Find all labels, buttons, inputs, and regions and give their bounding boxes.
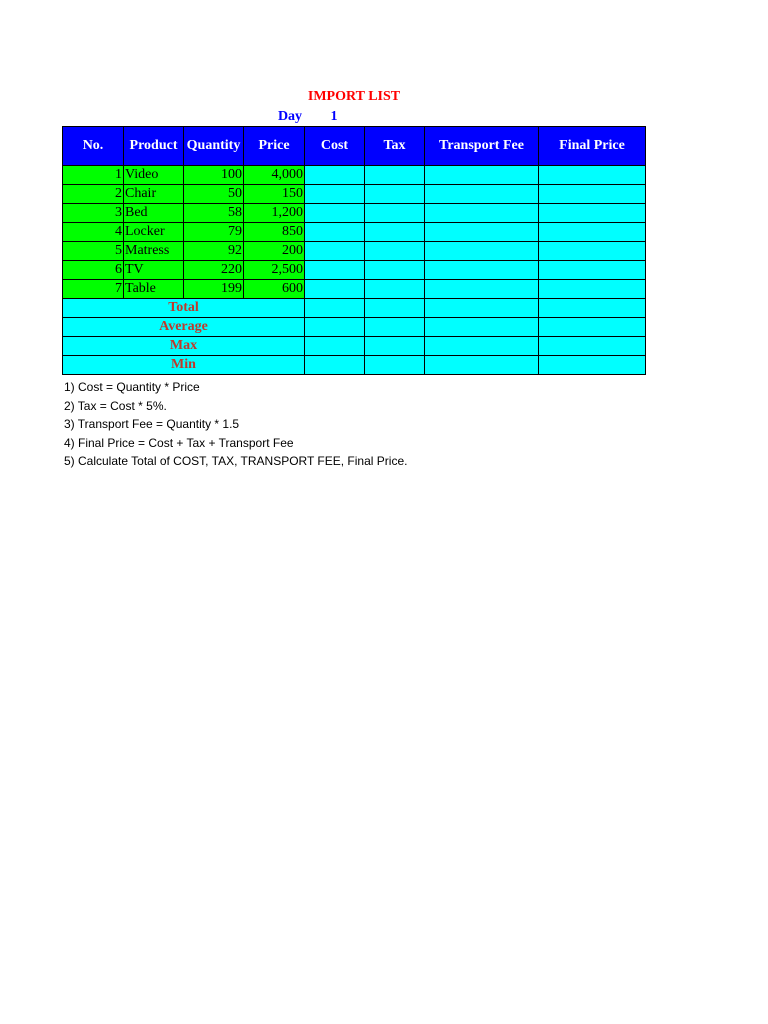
day-value[interactable]: 1 (330, 109, 338, 124)
cell-price[interactable]: 200 (244, 242, 305, 261)
sheet-title: IMPORT LIST (307, 89, 401, 104)
cell-final-price[interactable] (539, 185, 646, 204)
cell-price[interactable]: 1,200 (244, 204, 305, 223)
cell-tax[interactable] (365, 166, 425, 185)
summary-label-average[interactable]: Average (63, 318, 305, 337)
cell-final-price[interactable] (539, 242, 646, 261)
cell-average-transport-fee[interactable] (425, 318, 539, 337)
cell-quantity[interactable]: 92 (184, 242, 244, 261)
cell-max-tax[interactable] (365, 337, 425, 356)
summary-row-max (63, 337, 646, 356)
cell-no[interactable]: 7 (63, 280, 124, 299)
cell-no[interactable]: 2 (63, 185, 124, 204)
cell-min-tax[interactable] (365, 356, 425, 375)
cell-product[interactable]: Chair (124, 185, 184, 204)
cell-transport-fee[interactable] (425, 242, 539, 261)
cell-quantity[interactable]: 58 (184, 204, 244, 223)
cell-average-tax[interactable] (365, 318, 425, 337)
cell-price[interactable]: 4,000 (244, 166, 305, 185)
cell-transport-fee[interactable] (425, 280, 539, 299)
cell-cost[interactable] (305, 185, 365, 204)
cell-tax[interactable] (365, 185, 425, 204)
summary-label-total[interactable]: Total (63, 299, 305, 318)
cell-tax[interactable] (365, 223, 425, 242)
cell-no[interactable]: 3 (63, 204, 124, 223)
cell-quantity[interactable]: 199 (184, 280, 244, 299)
cell-tax[interactable] (365, 242, 425, 261)
cell-no[interactable]: 1 (63, 166, 124, 185)
cell-max-cost[interactable] (305, 337, 365, 356)
cell-final-price[interactable] (539, 280, 646, 299)
cell-price[interactable]: 2,500 (244, 261, 305, 280)
cell-product[interactable]: Video (124, 166, 184, 185)
cell-cost[interactable] (305, 166, 365, 185)
cell-average-final-price[interactable] (539, 318, 646, 337)
cell-final-price[interactable] (539, 204, 646, 223)
cell-cost[interactable] (305, 223, 365, 242)
cell-tax[interactable] (365, 204, 425, 223)
cell-total-final-price[interactable] (539, 299, 646, 318)
import-list-table (62, 126, 646, 375)
cell-transport-fee[interactable] (425, 204, 539, 223)
note-line: 5) Calculate Total of COST, TAX, TRANSPORT FEE, Final Price. (64, 454, 408, 468)
cell-final-price[interactable] (539, 166, 646, 185)
cell-cost[interactable] (305, 204, 365, 223)
header-product[interactable]: Product (124, 127, 184, 166)
header-cost[interactable]: Cost (305, 127, 365, 166)
instructions-notes (64, 378, 407, 471)
header-final-price[interactable]: Final Price (539, 127, 646, 166)
note-line: 1) Cost = Quantity * Price (64, 380, 200, 394)
cell-total-tax[interactable] (365, 299, 425, 318)
table-row (63, 242, 646, 261)
cell-quantity[interactable]: 220 (184, 261, 244, 280)
cell-total-transport-fee[interactable] (425, 299, 539, 318)
cell-min-cost[interactable] (305, 356, 365, 375)
table-row (63, 185, 646, 204)
day-label: Day (277, 109, 303, 124)
cell-transport-fee[interactable] (425, 223, 539, 242)
header-quantity[interactable]: Quantity (184, 127, 244, 166)
note-line: 4) Final Price = Cost + Tax + Transport Fee (64, 435, 294, 450)
cell-product[interactable]: Bed (124, 204, 184, 223)
table-row (63, 280, 646, 299)
cell-max-final-price[interactable] (539, 337, 646, 356)
cell-product[interactable]: Matress (124, 242, 184, 261)
cell-cost[interactable] (305, 280, 365, 299)
cell-product[interactable]: Table (124, 280, 184, 299)
cell-transport-fee[interactable] (425, 166, 539, 185)
cell-average-cost[interactable] (305, 318, 365, 337)
table-row (63, 166, 646, 185)
cell-cost[interactable] (305, 242, 365, 261)
cell-transport-fee[interactable] (425, 261, 539, 280)
cell-no[interactable]: 4 (63, 223, 124, 242)
cell-price[interactable]: 150 (244, 185, 305, 204)
cell-quantity[interactable]: 79 (184, 223, 244, 242)
cell-quantity[interactable]: 50 (184, 185, 244, 204)
cell-cost[interactable] (305, 261, 365, 280)
cell-quantity[interactable]: 100 (184, 166, 244, 185)
table-row (63, 204, 646, 223)
cell-tax[interactable] (365, 280, 425, 299)
cell-no[interactable]: 6 (63, 261, 124, 280)
cell-no[interactable]: 5 (63, 242, 124, 261)
header-transport-fee[interactable]: Transport Fee (425, 127, 539, 166)
cell-product[interactable]: TV (124, 261, 184, 280)
cell-price[interactable]: 600 (244, 280, 305, 299)
note-line: 2) Tax = Cost * 5%. (64, 398, 167, 413)
summary-row-min (63, 356, 646, 375)
cell-total-cost[interactable] (305, 299, 365, 318)
cell-final-price[interactable] (539, 223, 646, 242)
summary-label-max[interactable]: Max (63, 337, 305, 356)
header-tax[interactable]: Tax (365, 127, 425, 166)
cell-min-final-price[interactable] (539, 356, 646, 375)
cell-transport-fee[interactable] (425, 185, 539, 204)
cell-max-transport-fee[interactable] (425, 337, 539, 356)
table-row (63, 223, 646, 242)
header-price[interactable]: Price (244, 127, 305, 166)
summary-row-average (63, 318, 646, 337)
cell-price[interactable]: 850 (244, 223, 305, 242)
header-row (63, 127, 646, 166)
cell-final-price[interactable] (539, 261, 646, 280)
summary-row-total (63, 299, 646, 318)
cell-min-transport-fee[interactable] (425, 356, 539, 375)
summary-label-min[interactable]: Min (63, 356, 305, 375)
cell-tax[interactable] (365, 261, 425, 280)
cell-product[interactable]: Locker (124, 223, 184, 242)
note-line: 3) Transport Fee = Quantity * 1.5 (64, 417, 240, 431)
table-row (63, 261, 646, 280)
header-no[interactable]: No. (63, 127, 124, 166)
